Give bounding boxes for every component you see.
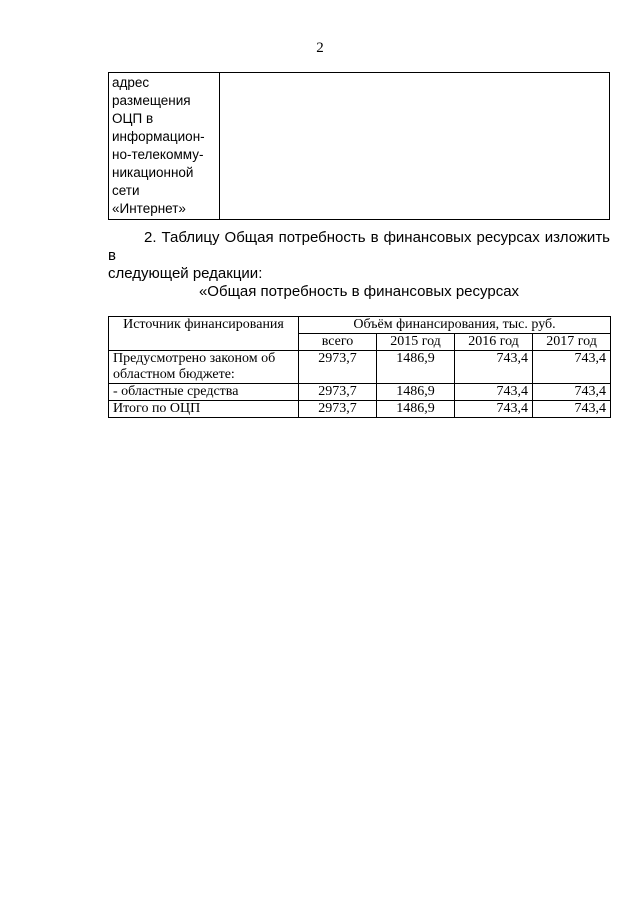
cell-2015: 1486,9 (377, 384, 455, 401)
info-table (108, 72, 610, 220)
cell-2016: 743,4 (455, 351, 533, 384)
info-label-line: информацион- (112, 129, 205, 144)
cell-total: 2973,7 (299, 351, 377, 384)
paragraph-line-1: 2. Таблицу Общая потребность в финансовых ресурсах изложить в (108, 229, 610, 264)
info-label-line: сети (112, 183, 140, 198)
cell-2017: 743,4 (533, 384, 611, 401)
subheader-total: всего (299, 334, 377, 351)
table-row (109, 384, 611, 401)
table-row (109, 351, 611, 384)
cell-2015: 1486,9 (377, 351, 455, 384)
row-label (109, 351, 299, 384)
info-label-cell (109, 73, 220, 220)
info-label-line: «Интернет» (112, 201, 186, 216)
paragraph-line-2: следующей редакции: (108, 265, 263, 282)
info-label-line: адрес (112, 75, 150, 90)
cell-2016: 743,4 (455, 384, 533, 401)
subheader-2016: 2016 год (455, 334, 533, 351)
subheader-2017: 2017 год (533, 334, 611, 351)
info-label-line: но-телекомму- (112, 147, 204, 162)
header-volume: Объём финансирования, тыс. руб. (299, 317, 611, 334)
cell-2015: 1486,9 (377, 401, 455, 418)
row-label-line: областном бюджете: (113, 367, 235, 382)
info-value-cell (220, 73, 610, 220)
amendment-paragraph (108, 229, 610, 283)
cell-2016: 743,4 (455, 401, 533, 418)
cell-2017: 743,4 (533, 401, 611, 418)
cell-total: 2973,7 (299, 401, 377, 418)
table-row (109, 401, 611, 418)
row-label-line: Предусмотрено законом об (113, 351, 276, 366)
info-table-row (109, 73, 610, 220)
row-label: - областные средства (109, 384, 299, 401)
page-number: 2 (316, 40, 324, 56)
info-label-line: ОЦП в (112, 111, 154, 126)
cell-total: 2973,7 (299, 384, 377, 401)
info-label-line: никационной (112, 165, 194, 180)
info-label-line: размещения (112, 93, 191, 108)
subheader-2015: 2015 год (377, 334, 455, 351)
table-title: «Общая потребность в финансовых ресурсах (198, 283, 520, 300)
cell-2017: 743,4 (533, 351, 611, 384)
header-source: Источник финансирования (109, 317, 299, 351)
financing-table (108, 316, 611, 418)
row-label: Итого по ОЦП (109, 401, 299, 418)
table-header-row (109, 317, 611, 334)
